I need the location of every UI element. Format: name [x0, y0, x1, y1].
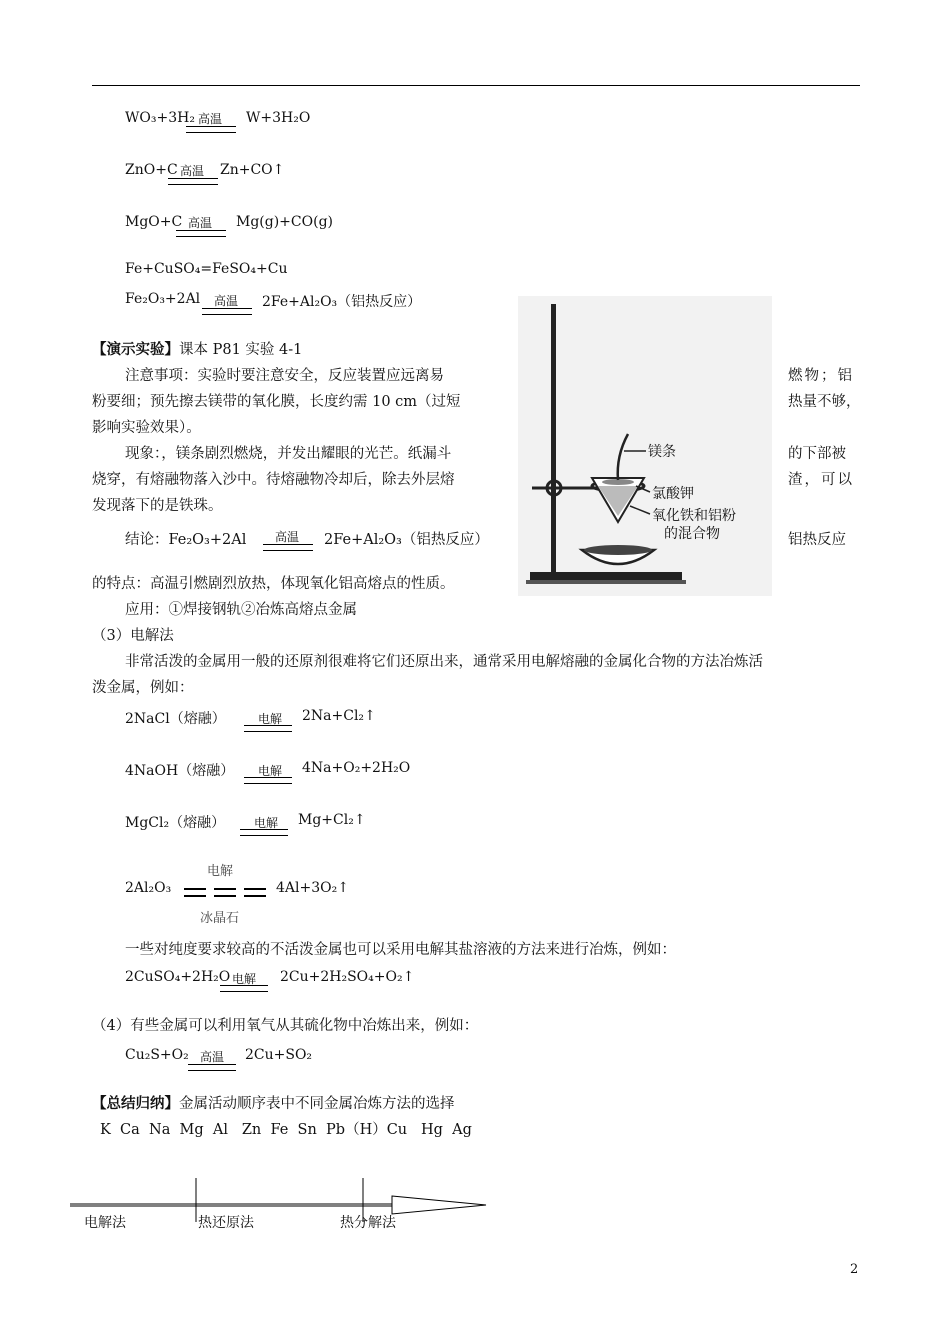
method-thermal-decomposition: 热分解法: [340, 1215, 396, 1231]
eq-right: 4Na+O₂+2H₂O: [302, 760, 411, 776]
eq-left: 2CuSO₄+2H₂O: [125, 969, 231, 985]
eq-right: 2Cu+2H₂SO₄+O₂↑: [280, 969, 415, 985]
phenomenon-line-1: 现象：，镁条剧烈燃烧，并发出耀眼的光芒。纸漏斗: [125, 446, 452, 462]
eq-condition: 高温: [200, 1050, 225, 1064]
eq-left: WO₃+3H₂: [125, 110, 195, 126]
phenomenon-line-3: 发现落下的是铁珠。: [92, 498, 223, 514]
eq-condition-top: 电解: [207, 864, 234, 879]
eq-condition: 高温: [180, 164, 205, 178]
eq-condition-bottom: 冰晶石: [200, 911, 240, 926]
salt-solution-text: 一些对纯度要求较高的不活泼金属也可以采用电解其盐溶液的方法来进行冶炼，例如：: [125, 942, 676, 958]
eq-condition: 电解: [232, 972, 257, 986]
eq-left: Fe₂O₃+2Al: [125, 291, 201, 307]
label-mixture-1: 氧化铁和铝粉: [652, 508, 736, 524]
equals-dash: [244, 888, 266, 897]
phenomenon-line-2: 烧穿，有熔融物落入沙中。待熔融物冷却后，除去外层熔: [92, 472, 455, 488]
equals-dash: [214, 888, 236, 897]
equals-sign: [176, 230, 226, 237]
summary-heading: [92, 1092, 455, 1113]
eq-left: MgO+C: [125, 214, 183, 230]
equals-sign: [168, 178, 218, 185]
equation-fe-cuso4: Fe+CuSO₄=FeSO₄+Cu: [125, 261, 288, 277]
method-thermal-reduction: 热还原法: [198, 1215, 254, 1231]
eq-left: MgCl₂（熔融）: [125, 815, 226, 831]
note-line-3: 影响实验效果）。: [92, 420, 201, 436]
eq-right: W+3H₂O: [246, 110, 311, 126]
electrolysis-para-line-2: 泼金属，例如：: [92, 680, 194, 696]
conclusion-right: 2Fe+Al₂O₃（铝热反应）: [324, 532, 489, 548]
eq-left: 2NaCl（熔融）: [125, 711, 226, 727]
method-arrow-diagram: [66, 1172, 496, 1222]
sand: [584, 545, 652, 555]
summary-heading-label: 【总结归纳】: [92, 1095, 179, 1112]
equals-sign: [202, 308, 252, 315]
eq-condition: 高温: [214, 294, 239, 308]
electrolysis-para-line-1: 非常活泼的金属用一般的还原剂很难将它们还原出来，通常采用电解熔融的金属化合物的方法冶炼活: [125, 654, 763, 670]
eq-left: 2Al₂O₃: [125, 880, 172, 896]
demo-heading-label: 【演示实验】: [92, 341, 179, 358]
conclusion-line-2: 的特点：高温引燃剧烈放热，体现氧化铝高熔点的性质。: [92, 576, 455, 592]
page-number: 2: [850, 1262, 859, 1277]
electrolysis-heading: （3）电解法: [92, 628, 174, 644]
label-potassium-chlorate: 氯酸钾: [652, 486, 694, 502]
eq-left: ZnO+C: [125, 162, 178, 178]
equals-sign: [244, 725, 292, 732]
equals-sign: [186, 126, 236, 133]
method-electrolysis: 电解法: [84, 1215, 126, 1231]
eq-right: 2Cu+SO₂: [245, 1047, 313, 1063]
equals-dash: [184, 888, 206, 897]
eq-right: Mg(g)+CO(g): [236, 214, 333, 230]
stand-base-shadow: [526, 580, 686, 584]
equals-sign: [220, 985, 268, 992]
header-rule: [92, 85, 860, 86]
activity-series: K Ca Na Mg Al Zn Fe Sn Pb（H）Cu Hg Ag: [100, 1122, 472, 1138]
note-line-1-right: 燃物；铝: [788, 368, 854, 384]
eq-left: 4NaOH（熔融）: [125, 763, 235, 779]
note-line-1: 注意事项：实验时要注意安全，反应装置应远离易: [125, 368, 444, 384]
arrow-head: [392, 1196, 486, 1214]
eq-left: Cu₂S+O₂: [125, 1047, 189, 1063]
thermite-apparatus-figure: [518, 296, 772, 596]
conclusion-condition: 高温: [275, 530, 300, 544]
label-magnesium: 镁条: [648, 444, 676, 460]
sulfide-text: （4）有些金属可以利用氧气从其硫化物中冶炼出来，例如：: [92, 1018, 479, 1034]
eq-right: 2Na+Cl₂↑: [302, 708, 376, 724]
phenomenon-line-2-right: 渣，可以: [788, 472, 854, 488]
eq-right: 4Al+3O₂↑: [276, 880, 349, 896]
eq-right: Zn+CO↑: [220, 162, 285, 178]
demo-heading: [92, 338, 302, 359]
conclusion-right-col: 铝热反应: [788, 532, 846, 548]
phenomenon-line-1-right: 的下部被: [788, 446, 846, 462]
stand-rod: [551, 304, 556, 580]
eq-right: 2Fe+Al₂O₃（铝热反应）: [262, 294, 422, 310]
demo-heading-text: 课本 P81 实验 4-1: [179, 342, 303, 358]
note-line-2: 粉要细；预先擦去镁带的氧化膜，长度约需 10 cm（过短: [92, 394, 461, 410]
note-line-2-right: 热量不够，: [788, 394, 861, 410]
eq-condition: 电解: [258, 764, 283, 778]
equals-sign: [244, 777, 292, 784]
label-mixture-2: 的混合物: [664, 526, 720, 542]
eq-condition: 高温: [198, 112, 223, 126]
summary-heading-text: 金属活动顺序表中不同金属冶炼方法的选择: [179, 1096, 455, 1112]
eq-condition: 高温: [188, 216, 213, 230]
eq-condition: 电解: [258, 712, 283, 726]
eq-right: Mg+Cl₂↑: [298, 812, 366, 828]
equals-sign: [240, 829, 288, 836]
conclusion-left: 结论：Fe₂O₃+2Al: [125, 532, 247, 548]
eq-condition: 电解: [254, 816, 279, 830]
equals-sign: [188, 1064, 236, 1071]
application-text: 应用：①焊接钢轨②冶炼高熔点金属: [125, 602, 357, 618]
equals-sign: [263, 544, 313, 551]
